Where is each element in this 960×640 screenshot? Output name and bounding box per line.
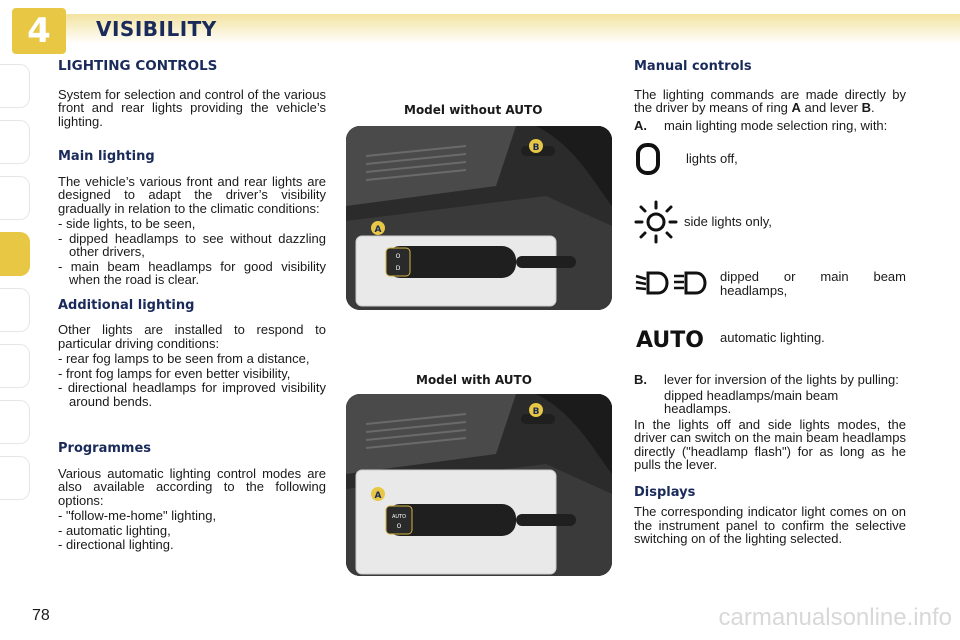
svg-text:O: O — [396, 523, 402, 530]
main-lighting-text: The vehicle’s various front and rear lights are designed to adapt the driver’s visibility gradually in relation to the climatic conditions: — [58, 173, 326, 216]
watermark: carmanualsonline.info — [718, 604, 952, 631]
side-lights-icon — [634, 200, 678, 244]
mode-dipped-main — [634, 270, 906, 297]
heading-displays: Displays — [634, 484, 696, 500]
page-title: VISIBILITY — [96, 17, 217, 41]
svg-text:O: O — [395, 253, 401, 260]
stalk-illustration-bottom — [346, 394, 612, 576]
heading-additional-lighting: Additional lighting — [58, 297, 195, 313]
intro-text: System for selection and control of the various front and rear lights providing the vehicle’s lighting. — [58, 86, 326, 129]
mode-auto-label: automatic lighting. — [720, 330, 825, 346]
item-b-letter: B. — [634, 372, 647, 387]
list-item: - dipped headlamps to see without dazzling other drivers, — [58, 232, 326, 259]
heading-manual-controls: Manual controls — [634, 59, 752, 74]
lever-ref: B — [861, 100, 872, 115]
edge-tab-4-active[interactable] — [0, 232, 30, 276]
additional-lighting-list — [58, 352, 326, 408]
mode-auto — [634, 325, 906, 351]
list-item: - directional headlamps for improved visibility around bends. — [58, 381, 326, 408]
list-item: - side lights, to be seen, — [58, 217, 326, 231]
mode-side-lights-label: side lights only, — [684, 214, 772, 230]
left-column — [58, 60, 326, 553]
heading-programmes: Programmes — [58, 441, 152, 456]
marker-a-label: A — [374, 491, 382, 501]
section-heading-lighting-controls: LIGHTING CONTROLS — [58, 58, 218, 74]
chapter-number-badge: 4 — [12, 8, 66, 54]
page-number: 78 — [32, 607, 50, 624]
programmes-text: Various automatic lighting control modes are also available according to the following options: — [58, 465, 326, 508]
list-item: - main beam headlamps for good visibility when the road is clear. — [58, 260, 326, 287]
auto-icon — [634, 325, 714, 351]
list-item: - automatic lighting, — [58, 524, 326, 538]
item-b-text: lever for inversion of the lights by pulling: — [664, 372, 899, 387]
edge-tab-8[interactable] — [0, 456, 30, 500]
mode-side-lights — [634, 200, 906, 244]
list-item: - "follow-me-home" lighting, — [58, 509, 326, 523]
chapter-edge-tabs — [0, 64, 30, 512]
edge-tab-5[interactable] — [0, 288, 30, 332]
manual-controls-intro — [634, 88, 906, 115]
dipped-main-beam-icon — [634, 270, 714, 296]
list-item: - rear fog lamps to be seen from a distance, — [58, 352, 326, 366]
list-item: - front fog lamps for even better visibility, — [58, 367, 326, 381]
marker-a-label: A — [374, 225, 382, 235]
heading-main-lighting: Main lighting — [58, 149, 155, 164]
programmes-list — [58, 509, 326, 552]
list-item: - directional lighting. — [58, 538, 326, 552]
main-lighting-list — [58, 217, 326, 287]
edge-tab-3[interactable] — [0, 176, 30, 220]
ring-auto-label: AUTO — [391, 514, 407, 520]
mode-lights-off — [634, 142, 906, 176]
item-a — [634, 119, 906, 133]
item-a-letter: A. — [634, 117, 647, 133]
edge-tab-6[interactable] — [0, 344, 30, 388]
item-b-subtext: dipped headlamps/main beam headlamps. — [664, 387, 839, 416]
marker-b-label: B — [532, 143, 540, 153]
displays-text: The corresponding indicator light comes on on the instrument panel to confirm the selective switching on of the lighting selected. — [634, 504, 906, 546]
photo-lighting-stalk-without-auto — [346, 126, 612, 310]
svg-text:D: D — [395, 265, 401, 272]
intro-text-2: and lever — [800, 100, 862, 115]
lights-off-icon — [634, 142, 662, 176]
mode-dipped-main-label: dipped or main beam headlamps, — [720, 269, 906, 298]
intro-text-3: . — [871, 100, 875, 115]
figure-label-without-auto: Model without AUTO — [404, 103, 543, 117]
item-b — [634, 373, 906, 387]
mode-lights-off-label: lights off, — [686, 151, 738, 167]
additional-lighting-text: Other lights are installed to respond to particular driving conditions: — [58, 322, 326, 351]
edge-tab-2[interactable] — [0, 120, 30, 164]
edge-tab-7[interactable] — [0, 400, 30, 444]
intro-text-1: The lighting commands are made directly by the driver by means of ring — [634, 86, 906, 115]
marker-b-label: B — [532, 407, 540, 417]
stalk-illustration-top — [346, 126, 612, 310]
figure-label-with-auto: Model with AUTO — [416, 373, 532, 387]
item-a-text: main lighting mode selection ring, with: — [664, 117, 888, 133]
auto-icon-text: AUTO — [636, 328, 704, 351]
edge-tab-1[interactable] — [0, 64, 30, 108]
headlamp-flash-text: In the lights off and side lights modes, the driver can switch on the main beam headlamps directly ("headlamp flash") for as long as he pulls the lever. — [634, 416, 906, 472]
photo-lighting-stalk-with-auto — [346, 394, 612, 576]
right-column — [634, 60, 906, 554]
ring-ref: A — [791, 100, 801, 115]
